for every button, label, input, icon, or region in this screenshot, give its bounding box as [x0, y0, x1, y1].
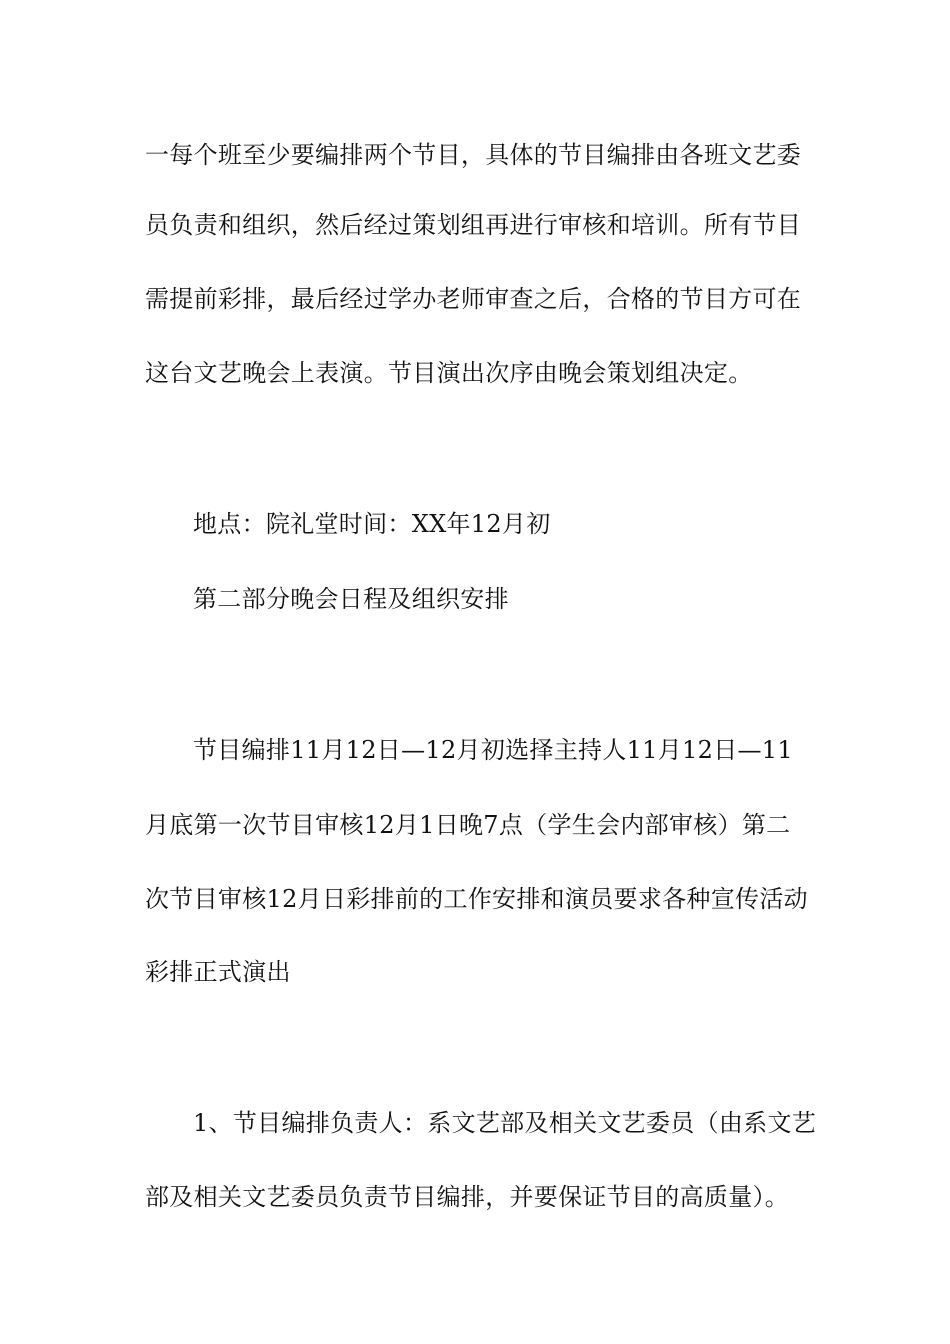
paragraph-1-line-1: 一每个班至少要编排两个节目，具体的节目编排由各班文艺委 — [145, 141, 802, 169]
section-heading: 第二部分晚会日程及组织安排 — [193, 585, 509, 613]
paragraph-1-line-4: 这台文艺晚会上表演。节目演出次序由晚会策划组决定。 — [145, 359, 753, 387]
paragraph-2-line-3: 次节目审核12月日彩排前的工作安排和演员要求各种宣传活动 — [145, 885, 808, 913]
paragraph-2-line-2: 月底第一次节目审核12月1日晚7点（学生会内部审核）第二 — [145, 811, 791, 839]
paragraph-1-line-3: 需提前彩排，最后经过学办老师审查之后，合格的节目方可在 — [145, 285, 802, 313]
location-time-line: 地点：院礼堂时间：XX年12月初 — [193, 510, 551, 538]
paragraph-3-line-2: 部及相关文艺委员负责节目编排，并要保证节目的高质量）。 — [145, 1183, 790, 1211]
paragraph-2-line-1: 节目编排11月12日—12月初选择主持人11月12日—11 — [193, 736, 793, 764]
paragraph-3-line-1: 1、节目编排负责人：系文艺部及相关文艺委员（由系文艺 — [193, 1109, 817, 1137]
paragraph-1-line-2: 员负责和组织，然后经过策划组再进行审核和培训。所有节目 — [145, 211, 802, 239]
paragraph-2-line-4: 彩排正式演出 — [145, 958, 291, 986]
